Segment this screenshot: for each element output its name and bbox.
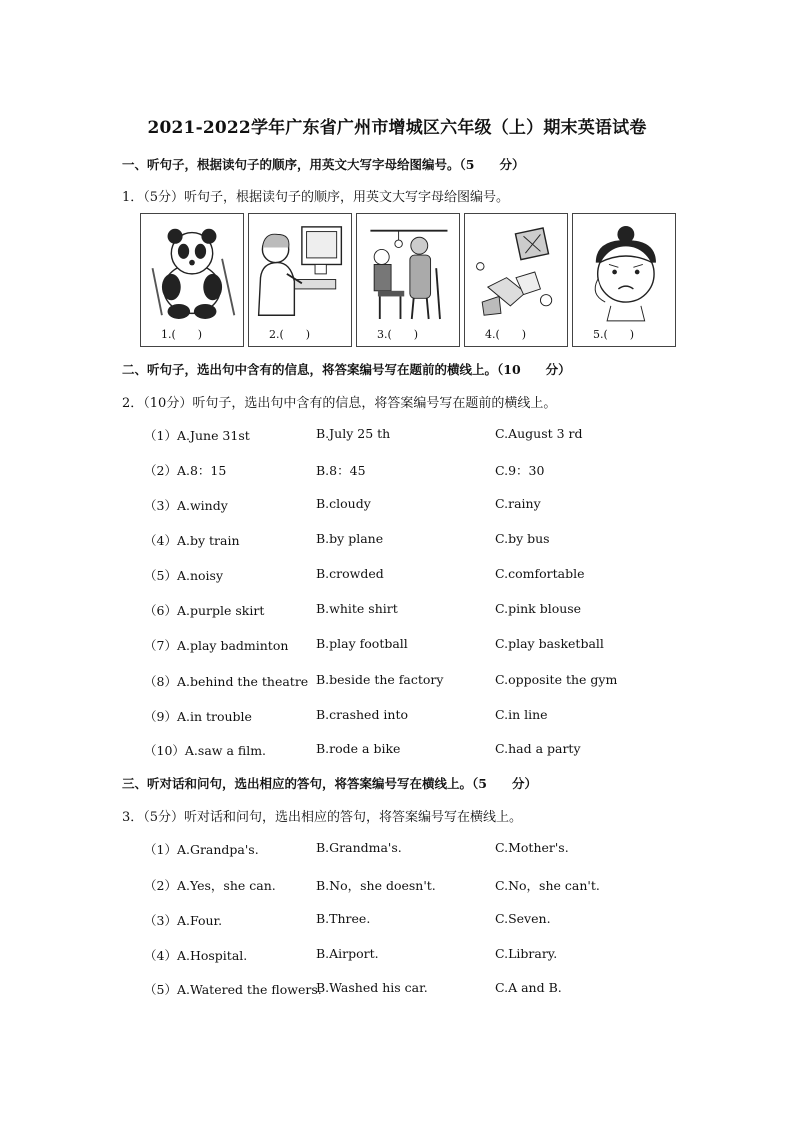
picture-2 <box>248 213 352 347</box>
broken-box-icon <box>469 218 563 326</box>
option-a: （2）A.8：15 <box>144 463 227 478</box>
option-a: （5）A.Watered the flowers. <box>144 982 322 997</box>
option-c: C.opposite the gym <box>495 672 618 687</box>
option-b: B.crashed into <box>316 707 409 722</box>
picture-3-label: 3.( ) <box>377 328 419 341</box>
option-row <box>144 876 664 894</box>
option-a: （3）A.windy <box>144 498 228 513</box>
option-a: （8）A.behind the theatre <box>144 674 309 689</box>
bus-passengers-icon <box>361 218 455 326</box>
option-c: C.rainy <box>495 496 541 511</box>
picture-4 <box>464 213 568 347</box>
question-3: 3．（5分）听对话和问句，选出相应的答句，将答案编号写在横线上。 <box>122 810 523 825</box>
option-c: C.Mother's. <box>495 840 569 855</box>
option-b: B.rode a bike <box>316 741 401 756</box>
option-c: C.comfortable <box>495 566 585 581</box>
picture-1 <box>140 213 244 347</box>
option-c: C.9：30 <box>495 463 545 478</box>
option-b: B.crowded <box>316 566 384 581</box>
option-c: C.in line <box>495 707 548 722</box>
picture-strip <box>140 213 676 347</box>
option-b: B.Grandma's. <box>316 840 402 855</box>
option-b: B.cloudy <box>316 496 371 511</box>
option-c: C.A and B. <box>495 980 562 995</box>
option-a: （10）A.saw a film. <box>144 743 267 758</box>
option-row <box>144 980 664 998</box>
panda-icon <box>145 218 239 326</box>
option-row <box>144 496 664 514</box>
option-row <box>144 946 664 964</box>
option-a: （2）A.Yes，she can. <box>144 878 276 893</box>
section-heading-1: 一、听句子，根据读句子的顺序，用英文大写字母给图编号。（5 分） <box>122 157 525 172</box>
option-c: C.Library. <box>495 946 558 961</box>
option-row <box>144 566 664 584</box>
option-b: B.white shirt <box>316 601 398 616</box>
option-row <box>144 672 664 690</box>
option-c: C.No，she can't. <box>495 878 600 893</box>
option-c: C.by bus <box>495 531 550 546</box>
option-a: （4）A.Hospital. <box>144 948 248 963</box>
option-b: B.beside the factory <box>316 672 444 687</box>
picture-1-label: 1.( ) <box>161 328 203 341</box>
option-row <box>144 741 664 759</box>
picture-3 <box>356 213 460 347</box>
option-a: （1）A.June 31st <box>144 428 250 443</box>
option-a: （7）A.play badminton <box>144 638 289 653</box>
option-a: （6）A.purple skirt <box>144 603 265 618</box>
option-row <box>144 707 664 725</box>
option-c: C.had a party <box>495 741 581 756</box>
option-row <box>144 426 664 444</box>
question-2: 2．（10分）听句子，选出句中含有的信息，将答案编号写在题前的横线上。 <box>122 396 557 411</box>
option-a: （5）A.noisy <box>144 568 224 583</box>
option-a: （9）A.in trouble <box>144 709 252 724</box>
option-row <box>144 531 664 549</box>
option-c: C.August 3 rd <box>495 426 583 441</box>
option-row <box>144 601 664 619</box>
option-b: B.play football <box>316 636 408 651</box>
option-row <box>144 911 664 929</box>
option-b: B.July 25 th <box>316 426 391 441</box>
picture-5 <box>572 213 676 347</box>
option-a: （3）A.Four. <box>144 913 223 928</box>
option-c: C.play basketball <box>495 636 604 651</box>
option-b: B.by plane <box>316 531 384 546</box>
option-row <box>144 636 664 654</box>
option-a: （4）A.by train <box>144 533 240 548</box>
section-heading-2: 二、听句子，选出句中含有的信息，将答案编号写在题前的横线上。（10 分） <box>122 362 571 377</box>
picture-5-label: 5.( ) <box>593 328 635 341</box>
option-b: B.Three. <box>316 911 371 926</box>
option-a: （1）A.Grandpa's. <box>144 842 259 857</box>
question-1: 1．（5分）听句子，根据读句子的顺序，用英文大写字母给图编号。 <box>122 190 510 205</box>
boy-computer-icon <box>253 218 347 326</box>
picture-4-label: 4.( ) <box>485 328 527 341</box>
section-heading-3: 三、听对话和问句，选出相应的答句，将答案编号写在横线上。（5 分） <box>122 776 537 791</box>
option-b: B.No，she doesn't. <box>316 878 436 893</box>
option-c: C.Seven. <box>495 911 551 926</box>
option-b: B.8：45 <box>316 463 366 478</box>
worried-girl-icon <box>577 218 671 326</box>
option-c: C.pink blouse <box>495 601 582 616</box>
picture-2-label: 2.( ) <box>269 328 311 341</box>
option-row <box>144 840 664 858</box>
page-title: 2021-2022学年广东省广州市增城区六年级（上）期末英语试卷 <box>147 118 647 138</box>
option-b: B.Washed his car. <box>316 980 428 995</box>
option-b: B.Airport. <box>316 946 379 961</box>
option-row <box>144 461 664 479</box>
